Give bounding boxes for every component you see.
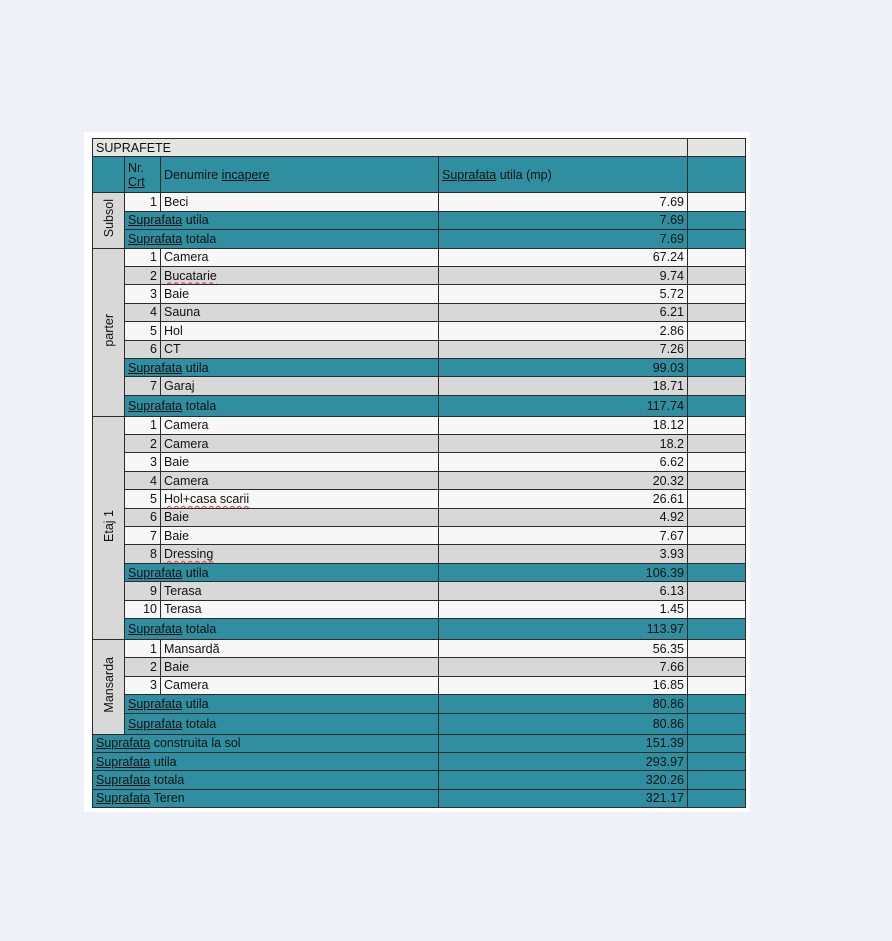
header-extra (688, 157, 746, 193)
table-row: Mansarda 1 Mansardă 56.35 (93, 639, 746, 657)
table-row: 4 Camera 20.32 (93, 471, 746, 489)
table-header-row (93, 157, 746, 193)
total-utila-row: Suprafata utila 293.97 (93, 752, 746, 770)
table-row: 5 Hol 2.86 (93, 322, 746, 340)
empty-cell (688, 139, 746, 157)
mansarda-utila-row: Suprafata utila 80.86 (93, 695, 746, 713)
table-row: 3 Baie 5.72 (93, 285, 746, 303)
table-row: 3 Baie 6.62 (93, 453, 746, 471)
suprafete-table (92, 138, 746, 808)
table-row: 5 Hol+casa scarii 26.61 (93, 490, 746, 508)
header-name: Denumire incapere (161, 157, 439, 193)
etaj-totala-row: Suprafata totala 113.97 (93, 618, 746, 639)
subsol-utila-row: Suprafata utila 7.69 (93, 211, 746, 229)
section-label-etaj: Etaj 1 (93, 416, 125, 639)
mansarda-totala-row: Suprafata totala 80.86 (93, 713, 746, 734)
table-row: 7 Garaj 18.71 (93, 377, 746, 395)
parter-utila-row: Suprafata utila 99.03 (93, 358, 746, 376)
table-row: 2 Camera 18.2 (93, 435, 746, 453)
table-row: 2 Baie 7.66 (93, 658, 746, 676)
header-area: Suprafata utila (mp) (439, 157, 688, 193)
table-row: 6 CT 7.26 (93, 340, 746, 358)
section-label-parter: parter (93, 248, 125, 416)
table-row: 2 Bucatarie 9.74 (93, 266, 746, 284)
table-row: 10 Terasa 1.45 (93, 600, 746, 618)
table-row: 9 Terasa 6.13 (93, 582, 746, 600)
total-construita-row: Suprafata construita la sol 151.39 (93, 734, 746, 752)
total-totala-row: Suprafata totala 320.26 (93, 771, 746, 789)
table-title-row (93, 139, 746, 157)
header-blank (93, 157, 125, 193)
table-row: 6 Baie 4.92 (93, 508, 746, 526)
subsol-totala-row: Suprafata totala 7.69 (93, 230, 746, 248)
etaj-utila-row: Suprafata utila 106.39 (93, 563, 746, 581)
table-title: SUPRAFETE (93, 139, 688, 157)
header-nr: Nr. Crt (125, 157, 161, 193)
parter-totala-row: Suprafata totala 117.74 (93, 395, 746, 416)
table-row: Subsol 1 Beci 7.69 (93, 193, 746, 211)
table-row: 8 Dressing 3.93 (93, 545, 746, 563)
total-teren-row: Suprafata Teren 321.17 (93, 789, 746, 807)
table-row: Etaj 1 1 Camera 18.12 (93, 416, 746, 434)
table-row: 4 Sauna 6.21 (93, 303, 746, 321)
table-row: 7 Baie 7.67 (93, 527, 746, 545)
section-label-mansarda: Mansarda (93, 639, 125, 734)
table-row: parter 1 Camera 67.24 (93, 248, 746, 266)
section-label-subsol: Subsol (93, 193, 125, 248)
table-row: 3 Camera 16.85 (93, 676, 746, 694)
